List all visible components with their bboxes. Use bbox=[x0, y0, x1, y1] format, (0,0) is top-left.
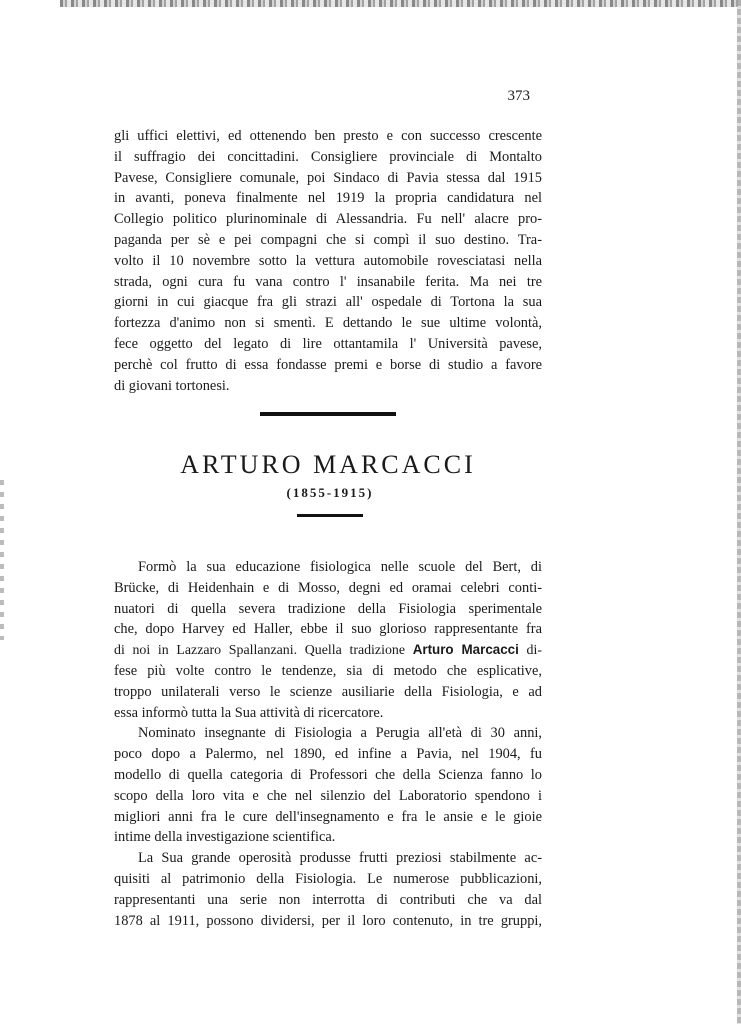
section-dates: (1855-1915) bbox=[286, 485, 374, 500]
text-line: gli uffici elettivi, ed ottenendo ben presto e con successo crescente bbox=[114, 128, 542, 144]
text-line: perchè col frutto di essa fondasse premi e borse di studio a favore bbox=[114, 356, 542, 373]
text-line: paganda per sè e pei compagni che si compì il suo destino. Tra- bbox=[114, 231, 542, 248]
biography-body bbox=[114, 557, 542, 931]
text-line: nuatori di quella severa tradizione della Fisiologia sperimentale bbox=[114, 600, 542, 617]
text-line: scopo della loro vita e che nel silenzio del Laboratorio spendono i bbox=[114, 787, 542, 804]
text-line: di giovani tortonesi. bbox=[114, 377, 230, 394]
text-line: essa informò tutta la Sua attività di ricercatore. bbox=[114, 704, 384, 721]
text-line-with-name bbox=[114, 640, 542, 661]
scan-edge-left bbox=[0, 480, 4, 640]
paragraph-continued bbox=[114, 126, 542, 396]
text-line: il suffragio dei concittadini. Consigliere provinciale di Montalto bbox=[114, 148, 542, 165]
text-line: 1878 al 1911, possono dividersi, per il loro contenuto, in tre gruppi, bbox=[114, 912, 542, 929]
text-line: migliori anni fra le cure dell'insegnamento e fra le ansie e le gioie bbox=[114, 808, 542, 825]
text-line: giorni in cui giacque fra gli strazi all' ospedale di Tortona la sua bbox=[114, 294, 542, 311]
page-number: 373 bbox=[507, 88, 530, 104]
text-line: rappresentanti una serie non interrotta di contributi che va dal bbox=[114, 891, 542, 908]
text-line: troppo unilaterali verso le scienze ausiliarie della Fisiologia, e ad bbox=[114, 683, 542, 700]
scan-edge-right bbox=[737, 0, 741, 1024]
text-line: Pavese, Consigliere comunale, poi Sindaco di Pavia stessa dal 1915 bbox=[114, 169, 542, 186]
text-line: Brücke, di Heidenhain e di Mosso, degni ed oramai celebri conti- bbox=[114, 579, 542, 596]
text-line: in avanti, poneva finalmente nel 1919 la propria candidatura nel bbox=[114, 190, 542, 207]
text-line: poco dopo a Palermo, nel 1890, ed infine a Pavia, nel 1904, fu bbox=[114, 746, 542, 763]
text-line: che, dopo Harvey ed Haller, ebbe il suo glorioso rappresentante fra bbox=[114, 621, 542, 638]
text-line: fortezza d'animo non si smentì. E dettando le sue ultime volontà, bbox=[114, 315, 542, 332]
text-line: fese più volte contro le tendenze, sia di metodo che esplicative, bbox=[114, 662, 542, 679]
text-line: intime della investigazione scientifica. bbox=[114, 829, 336, 846]
text-line: quisiti al patrimonio della Fisiologia. Le numerose pubblicazioni, bbox=[114, 870, 542, 887]
subject-name: Arturo Marcacci bbox=[412, 642, 519, 658]
text-line: modello di quella categoria di Professori che della Scienza fanno lo bbox=[114, 766, 542, 783]
text-line: Formò la sua educazione fisiologica nelle scuole del Bert, di bbox=[138, 559, 542, 575]
text-line: Nominato insegnante di Fisiologia a Perugia all'età di 30 anni, bbox=[138, 725, 542, 742]
text-run: di- bbox=[526, 643, 542, 659]
text-line: strada, ogni cura fu vana contro l' insanabile ferita. Ma nei tre bbox=[114, 273, 542, 290]
text-line: Collegio politico plurinominale di Alessandria. Fu nell' alacre pro- bbox=[114, 211, 542, 228]
text-line: La Sua grande operosità produsse frutti preziosi stabilmente ac- bbox=[138, 850, 542, 867]
scan-edge-top bbox=[60, 0, 741, 7]
text-run: di noi in Lazzaro Spallanzani. Quella tradizione bbox=[114, 643, 405, 659]
text-line: volto il 10 novembre sotto la vettura automobile rovesciatasi nella bbox=[114, 252, 542, 269]
title-underline-rule bbox=[297, 514, 363, 517]
text-line: fece oggetto del legato di lire ottantamila l' Università pavese, bbox=[114, 335, 542, 352]
section-divider-rule bbox=[260, 412, 396, 416]
section-title: ARTURO MARCACCI bbox=[180, 450, 476, 479]
